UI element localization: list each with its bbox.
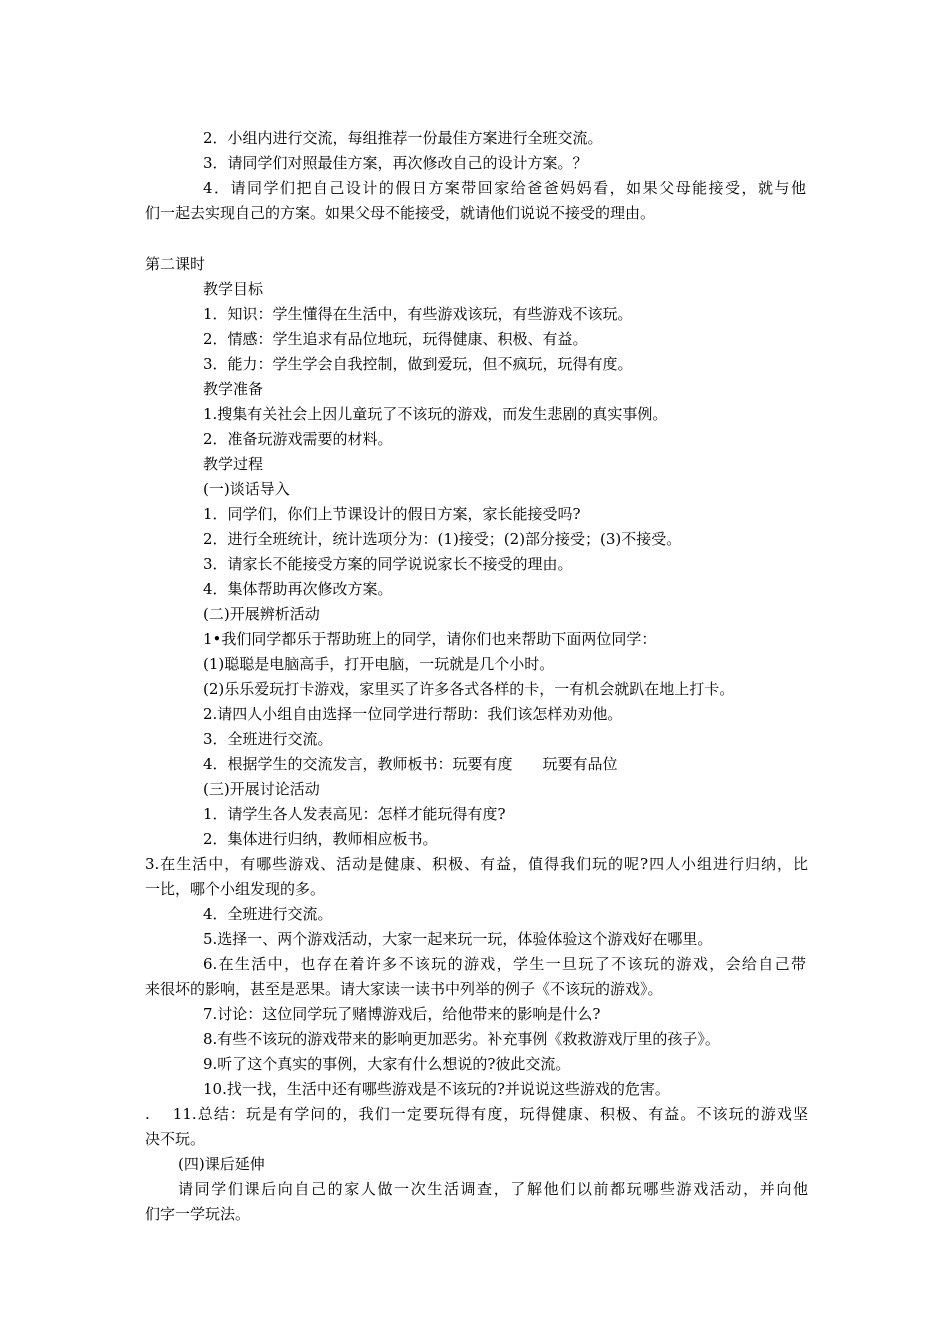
paragraph-line: 来很坏的影响，甚至是恶果。请大家读一读书中列举的例子《不该玩的游戏》。 <box>145 980 663 998</box>
subheading: 教学准备 <box>203 380 264 398</box>
paragraph-line: 2．集体进行归纳，教师相应板书。 <box>203 830 438 848</box>
paragraph-line: 6.在生活中，也存在着许多不该玩的游戏，学生一旦玩了不该玩的游戏，会给自己带 <box>203 955 806 973</box>
section-heading: 第二课时 <box>145 255 206 273</box>
paragraph-line: 1．知识：学生懂得在生活中，有些游戏该玩，有些游戏不该玩。 <box>203 305 633 323</box>
paragraph-line: 7.讨论：这位同学玩了赌博游戏后，给他带来的影响是什么? <box>203 1005 601 1023</box>
paragraph-line: 10.找一找，生活中还有哪些游戏是不该玩的?并说说这些游戏的危害。 <box>203 1080 670 1098</box>
paragraph-line: (1)聪聪是电脑高手，打开电脑，一玩就是几个小时。 <box>203 655 555 673</box>
paragraph-line: 决不玩。 <box>145 1130 206 1148</box>
subheading: (二)开展辨析活动 <box>203 605 320 623</box>
paragraph-line: 2．准备玩游戏需要的材料。 <box>203 430 393 448</box>
paragraph-line: 请同学们课后向自己的家人做一次生活调查，了解他们以前都玩哪些游戏活动，并向他 <box>178 1180 808 1198</box>
paragraph-line: 3．全班进行交流。 <box>203 730 333 748</box>
paragraph-line: 2．情感：学生追求有品位地玩，玩得健康、积极、有益。 <box>203 330 588 348</box>
paragraph-line: 2.请四人小组自由选择一位同学进行帮助：我们该怎样劝劝他。 <box>203 705 623 723</box>
subheading: (一)谈话导入 <box>203 480 290 498</box>
paragraph-line: 4．根据学生的交流发言，教师板书：玩要有度 玩要有品位 <box>203 755 618 773</box>
paragraph-line: 4．集体帮助再次修改方案。 <box>203 580 393 598</box>
subheading: (四)课后延伸 <box>178 1155 265 1173</box>
paragraph-line: (2)乐乐爱玩打卡游戏，家里买了许多各式各样的卡，一有机会就趴在地上打卡。 <box>203 680 735 698</box>
paragraph-line: 3．请同学们对照最佳方案，再次修改自己的设计方案。？ <box>203 154 588 172</box>
paragraph-line: 4．全班进行交流。 <box>203 905 333 923</box>
paragraph-line: 4．请同学们把自己设计的假日方案带回家给爸爸妈妈看，如果父母能接受，就与他 <box>203 179 806 197</box>
paragraph-line: 2．进行全班统计，统计选项分为：(1)接受；(2)部分接受；(3)不接受。 <box>203 530 682 548</box>
subheading: (三)开展讨论活动 <box>203 780 320 798</box>
paragraph-line: 5.选择一、两个游戏活动，大家一起来玩一玩，体验体验这个游戏好在哪里。 <box>203 930 713 948</box>
paragraph-line: 们字一学玩法。 <box>145 1205 251 1223</box>
paragraph-line: 2．小组内进行交流，每组推荐一份最佳方案进行全班交流。 <box>203 129 603 147</box>
paragraph-line: 3．请家长不能接受方案的同学说说家长不接受的理由。 <box>203 555 573 573</box>
paragraph-line: 一比，哪个小组发现的多。 <box>145 880 326 898</box>
paragraph-line: 们一起去实现自己的方案。如果父母不能接受，就请他们说说不接受的理由。 <box>145 204 656 222</box>
paragraph-line: 3.在生活中，有哪些游戏、活动是健康、积极、有益，值得我们玩的呢?四人小组进行归纳，比 <box>145 855 808 873</box>
paragraph-line: 1．同学们，你们上节课设计的假日方案，家长能接受吗? <box>203 505 581 523</box>
paragraph-line: 1.搜集有关社会上因儿童玩了不该玩的游戏，而发生悲剧的真实事例。 <box>203 405 668 423</box>
subheading: 教学目标 <box>203 280 264 298</box>
paragraph-line: 8.有些不该玩的游戏带来的影响更加恶劣。补充事例《救救游戏厅里的孩子》。 <box>203 1030 720 1048</box>
subheading: 教学过程 <box>203 455 264 473</box>
paragraph-line: 3．能力：学生学会自我控制，做到爱玩，但不疯玩，玩得有度。 <box>203 355 633 373</box>
paragraph-line: 9.听了这个真实的事例，大家有什么想说的?彼此交流。 <box>203 1055 571 1073</box>
paragraph-line: 1．请学生各人发表高见：怎样才能玩得有度? <box>203 805 506 823</box>
paragraph-line: . 11.总结：玩是有学问的，我们一定要玩得有度，玩得健康、积极、有益。不该玩的游戏坚 <box>145 1105 808 1123</box>
paragraph-line: 1•我们同学都乐于帮助班上的同学，请你们也来帮助下面两位同学： <box>203 630 657 648</box>
